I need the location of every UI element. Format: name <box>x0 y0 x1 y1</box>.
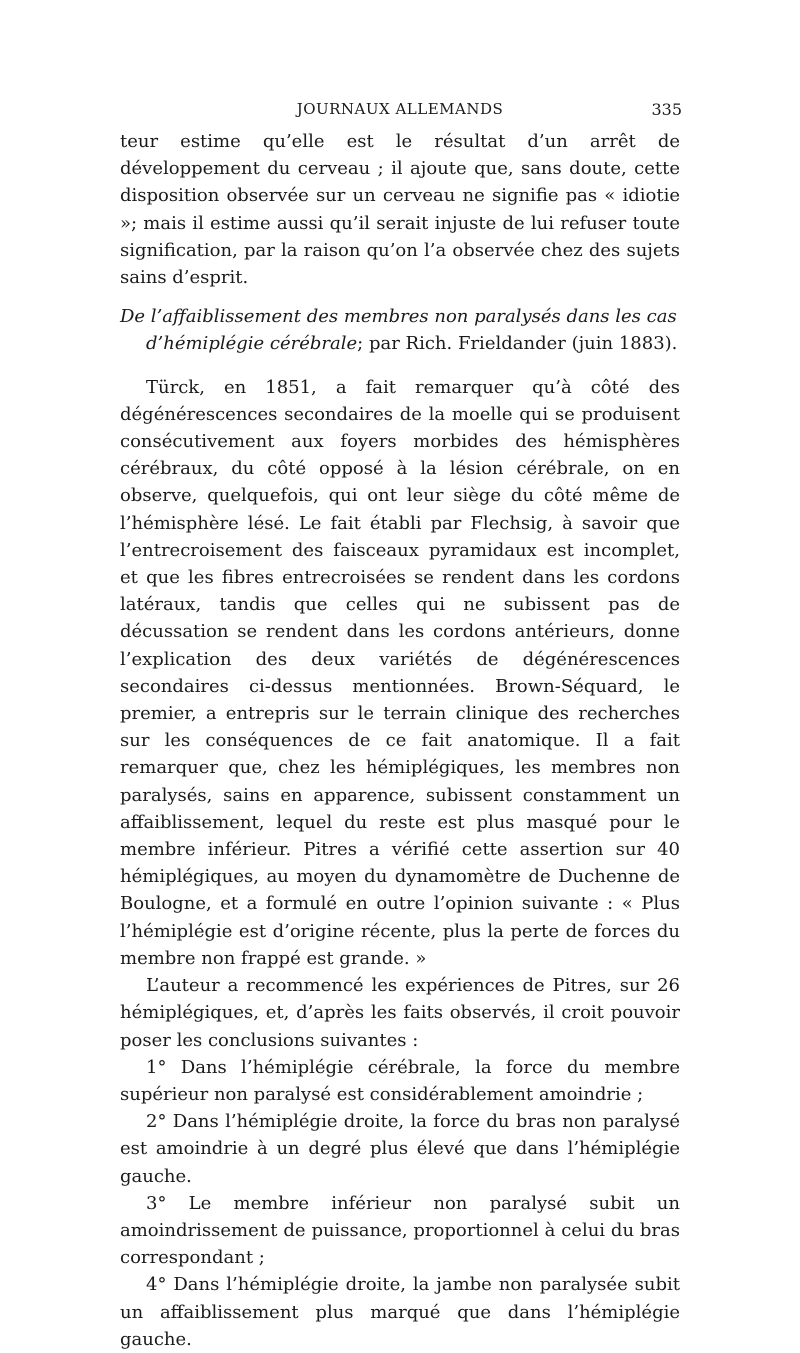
section-title-italic: De l’affaiblissement des membres non paralysés dans les cas d’hémiplégie cérébrale <box>120 306 677 355</box>
paragraph-continuation: teur estime qu’elle est le résultat d’un arrêt de développement du cerveau ; il ajoute que, sans doute, cette disposition observée sur un cerveau ne signifie pas « idiotie »; mais il estime aussi qu’il serait injuste de lui refuser toute signification, par la raison qu’on l’a observée chez des sujets sains d’esprit. <box>120 131 680 289</box>
running-title: JOURNAUX ALLEMANDS <box>296 100 504 118</box>
conclusion-1: 1° Dans l’hémiplégie cérébrale, la force du membre supérieur non paralysé est considérablement amoindrie ; <box>120 1056 680 1105</box>
page-number: 335 <box>651 100 682 119</box>
running-head <box>120 100 680 126</box>
conclusion-3: 3° Le membre inférieur non paralysé subit un amoindrissement de puissance, proportionnel à celui du bras correspondant ; <box>120 1192 680 1269</box>
conclusion-4: 4° Dans l’hémiplégie droite, la jambe non paralysée subit un affaiblissement plus marqué que dans l’hémiplégie gauche. <box>120 1274 680 1350</box>
section-title <box>120 303 680 357</box>
section-title-author: ; par Rich. Frieldander (juin 1883). <box>357 333 678 355</box>
paragraph-turck: Türck, en 1851, a fait remarquer qu’à côté des dégénérescences secondaires de la moelle qui se produisent consécutivement aux foyers morbides des hémisphères cérébraux, du côté opposé à la lésion cérébrale, on en observe, quelquefois, qui ont leur siège du côté même de l’hémisphère lésé. Le fait établi par Flechsig, à savoir que l’entrecroisement des faisceaux pyramidaux est incomplet, et que les fibres entrecroisées se rendent dans les cordons latéraux, tandis que celles qui ne subissent pas de décussation se rendent dans les cordons antérieurs, donne l’explication des deux variétés de dégénérescences secondaires ci-dessus mentionnées. Brown-Séquard, le premier, a entrepris sur le terrain clinique des recherches sur les conséquences de ce fait anatomique. Il a fait remarquer que, chez les hémiplégiques, les membres non paralysés, sains en apparence, subissent constamment un affaiblissement, lequel du reste est plus masqué pour le membre inférieur. Pitres a vérifié cette assertion sur 40 hémiplégiques, au moyen du dynamomètre de Duchenne de Boulogne, et a formulé en outre l’opinion suivante : « Plus l’hémiplégie est d’origine récente, plus la perte de forces du membre non frappé est grande. » <box>120 376 680 969</box>
body-text <box>120 128 680 1353</box>
conclusion-2: 2° Dans l’hémiplégie droite, la force du bras non paralysé est amoindrie à un degré plus élevé que dans l’hémiplégie gauche. <box>120 1111 680 1187</box>
paragraph-author-experiments: L’auteur a recommencé les expériences de Pitres, sur 26 hémiplégiques, et, d’après les faits observés, il croit pouvoir poser les conclusions suivantes : <box>120 975 680 1051</box>
